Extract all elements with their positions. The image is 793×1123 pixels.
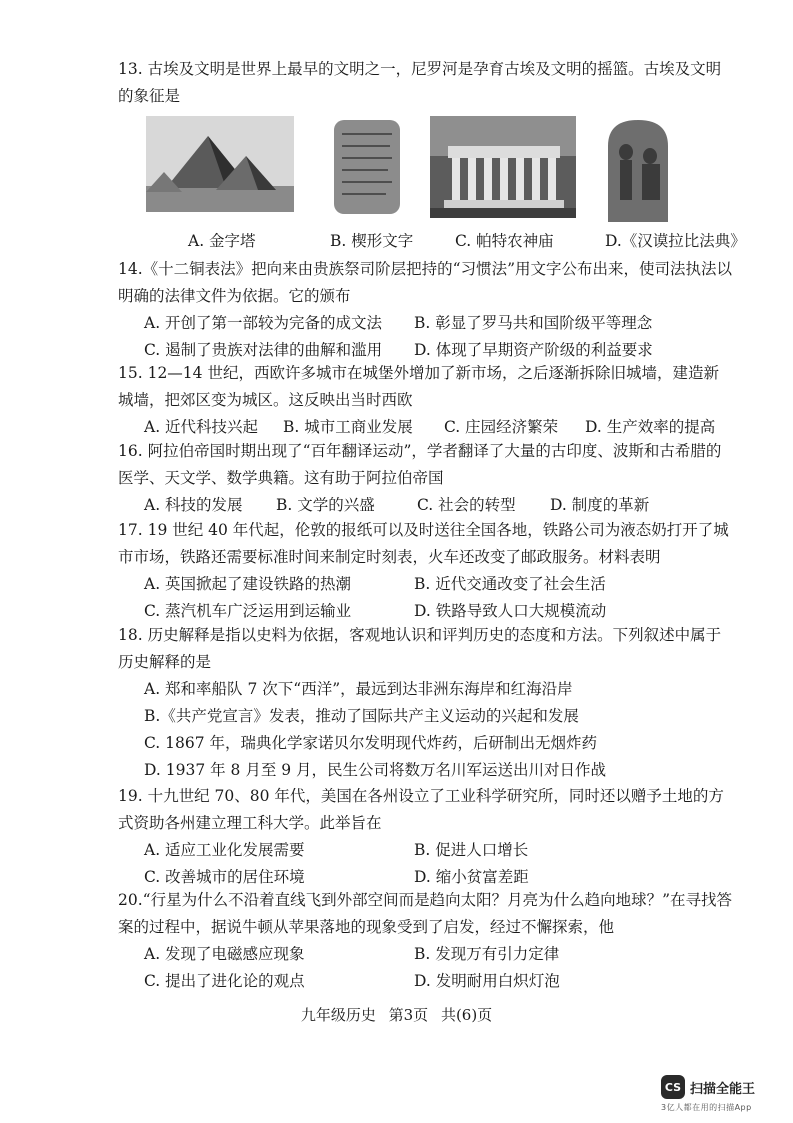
brand-row [661, 1075, 781, 1099]
options-row [118, 492, 733, 519]
option-b[interactable]: B. 楔形文字 [330, 232, 414, 250]
pyramid-photo [146, 116, 294, 212]
options-row [118, 571, 733, 598]
question-17-stem: 17. 19 世纪 40 年代起，伦敦的报纸可以及时送往全国各地，铁路公司为液态奶打开了城市市场，铁路还需要标准时间来制定时刻表，火车还改变了邮政服务。材料表明 [118, 521, 729, 566]
option-b[interactable]: B. 文学的兴盛 [276, 496, 375, 514]
option-d[interactable]: D.《汉谟拉比法典》 [605, 232, 746, 250]
question-15-stem: 15. 12—14 世纪，西欧许多城市在城堡外增加了新市场，之后逐渐拆除旧城墙，建造新城墙，把郊区变为城区。这反映出当时西欧 [118, 364, 719, 409]
option-b[interactable]: B. 促进人口增长 [414, 841, 529, 859]
options-row [118, 968, 733, 995]
option-b[interactable]: B.《共产党宣言》发表，推动了国际共产主义运动的兴起和发展 [144, 707, 579, 725]
question-14-stem: 14.《十二铜表法》把向来由贵族祭司阶层把持的“习惯法”用文字公布出来，使司法执法以明确的法律文件为依据。它的颁布 [118, 260, 733, 305]
option-a[interactable]: A. 郑和率船队 7 次下“西洋”，最远到达非洲东海岸和红海沿岸 [144, 680, 573, 698]
option-c[interactable]: C. 提出了进化论的观点 [144, 972, 305, 990]
options-row [118, 730, 733, 757]
options-row [118, 598, 733, 625]
options-row [118, 703, 733, 730]
options-row [118, 310, 733, 337]
option-a[interactable]: A. 金字塔 [188, 232, 256, 250]
page-footer [0, 1004, 793, 1025]
option-b[interactable]: B. 城市工商业发展 [283, 418, 413, 436]
question-16-stem: 16. 阿拉伯帝国时期出现了“百年翻译运动”，学者翻译了大量的古印度、波斯和古希腊的医学、天文学、数学典籍。这有助于阿拉伯帝国 [118, 442, 722, 487]
option-b[interactable]: B. 近代交通改变了社会生活 [414, 575, 606, 593]
question-20 [118, 887, 733, 995]
option-a[interactable]: A. 适应工业化发展需要 [144, 841, 305, 859]
option-c[interactable]: C. 帕特农神庙 [455, 232, 554, 250]
option-a[interactable]: A. 近代科技兴起 [144, 418, 259, 436]
option-d[interactable]: D. 体现了早期资产阶级的利益要求 [414, 341, 653, 359]
brand-name: 扫描全能王 [690, 1081, 756, 1097]
question-13-options [118, 229, 746, 253]
question-18-stem: 18. 历史解释是指以史料为依据，客观地认识和评判历史的态度和方法。下列叙述中属于历史解释的是 [118, 626, 722, 671]
camscanner-logo-icon: CS [661, 1075, 685, 1099]
option-a[interactable]: A. 英国掀起了建设铁路的热潮 [144, 575, 352, 593]
options-row [118, 757, 733, 784]
option-d[interactable]: D. 发明耐用白炽灯泡 [414, 972, 560, 990]
options-row [118, 676, 733, 703]
question-17 [118, 517, 733, 625]
question-18 [118, 622, 733, 784]
footer-page: 第3页 [388, 1006, 429, 1024]
brand-slogan: 3亿人都在用的扫描App [661, 1103, 752, 1112]
options-row [118, 837, 733, 864]
cuneiform-tablet-photo [330, 116, 404, 218]
option-d[interactable]: D. 生产效率的提高 [585, 418, 716, 436]
question-15 [118, 360, 733, 441]
option-d[interactable]: D. 1937 年 8 月至 9 月，民生公司将数万名川军运送出川对日作战 [144, 761, 607, 779]
option-c[interactable]: C. 改善城市的居住环境 [144, 868, 305, 886]
option-b[interactable]: B. 彰显了罗马共和国阶级平等理念 [414, 314, 653, 332]
option-b[interactable]: B. 发现万有引力定律 [414, 945, 560, 963]
question-13-images [140, 116, 700, 226]
option-a[interactable]: A. 科技的发展 [144, 496, 243, 514]
option-a[interactable]: A. 开创了第一部较为完备的成文法 [144, 314, 383, 332]
option-c[interactable]: C. 1867 年，瑞典化学家诺贝尔发明现代炸药，后研制出无烟炸药 [144, 734, 598, 752]
option-a[interactable]: A. 发现了电磁感应现象 [144, 945, 305, 963]
question-20-stem: 20.“行星为什么不沿着直线飞到外部空间而是趋向太阳？月亮为什么趋向地球？”在寻找答案的过程中，据说牛顿从苹果落地的现象受到了启发，经过不懈探索，他 [118, 891, 733, 936]
option-c[interactable]: C. 遏制了贵族对法律的曲解和滥用 [144, 341, 383, 359]
question-19 [118, 783, 733, 891]
option-d[interactable]: D. 铁路导致人口大规模流动 [414, 602, 607, 620]
question-19-stem: 19. 十九世纪 70、80 年代，美国在各州设立了工业科学研究所，同时还以赠予土地的方式资助各州建立理工科大学。此举旨在 [118, 787, 724, 832]
option-c[interactable]: C. 蒸汽机车广泛运用到运输业 [144, 602, 352, 620]
option-d[interactable]: D. 制度的革新 [550, 496, 650, 514]
options-row [118, 941, 733, 968]
option-c[interactable]: C. 社会的转型 [417, 496, 516, 514]
footer-subject: 九年级历史 [300, 1006, 376, 1024]
option-d[interactable]: D. 缩小贫富差距 [414, 868, 529, 886]
parthenon-photo [430, 116, 576, 218]
footer-total: 共(6)页 [440, 1006, 493, 1024]
option-c[interactable]: C. 庄园经济繁荣 [444, 418, 559, 436]
question-13-stem: 13. 古埃及文明是世界上最早的文明之一，尼罗河是孕育古埃及文明的摇篮。古埃及文明的象征是 [118, 60, 722, 105]
hammurabi-stele-photo [602, 116, 674, 222]
question-13 [118, 56, 733, 110]
question-14 [118, 256, 733, 364]
scanner-watermark [661, 1075, 781, 1119]
question-16 [118, 438, 733, 519]
options-row [118, 414, 733, 441]
